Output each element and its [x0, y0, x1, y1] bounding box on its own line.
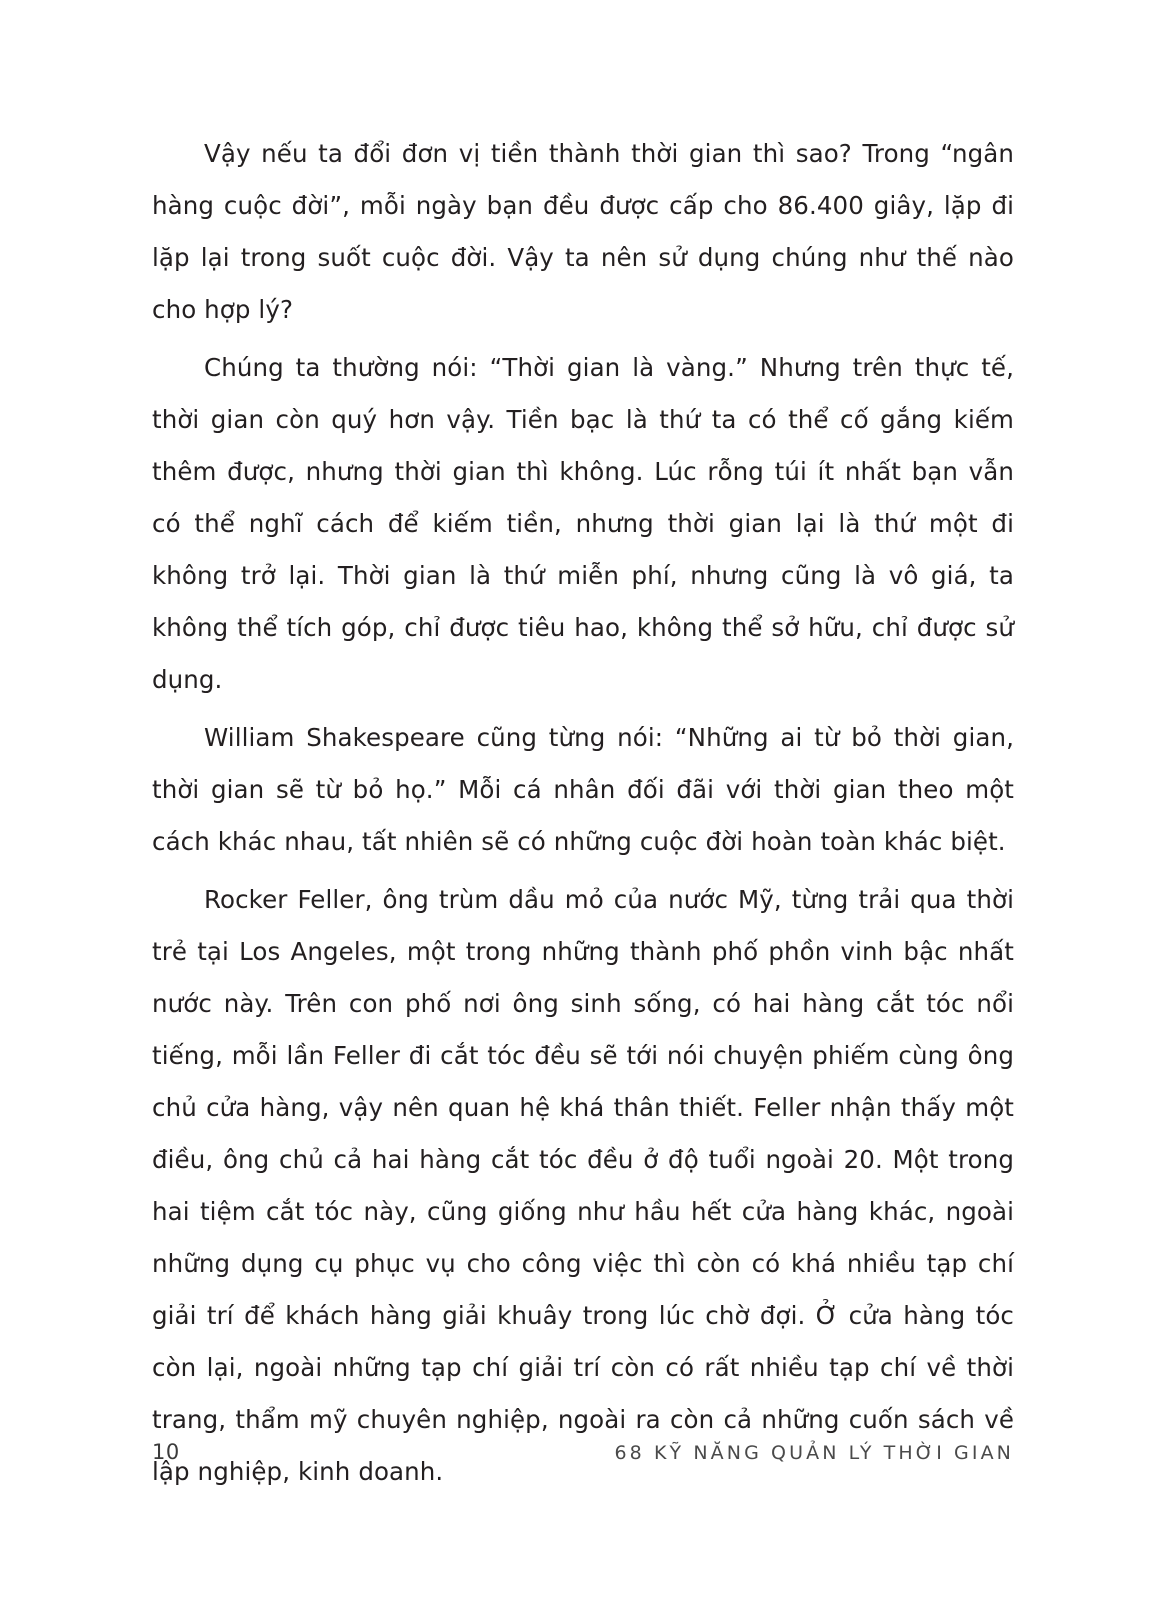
paragraph: William Shakespeare cũng từng nói: “Những ai từ bỏ thời gian, thời gian sẽ từ bỏ họ.” Mỗi cá nhân đối đãi với thời gian theo một cách khác nhau, tất nhiên sẽ có những cuộc đời hoàn toàn khác biệt.	[152, 723, 1014, 856]
page-body-text	[152, 128, 1014, 1498]
paragraph: Rocker Feller, ông trùm dầu mỏ của nước Mỹ, từng trải qua thời trẻ tại Los Angeles, một trong những thành phố phồn vinh bậc nhất nước này. Trên con phố nơi ông sinh sống, có hai hàng cắt tóc nổi tiếng, mỗi lần Feller đi cắt tóc đều sẽ tới nói chuyện phiếm cùng ông chủ cửa hàng, vậy nên quan hệ khá thân thiết. Feller nhận thấy một điều, ông chủ cả hai hàng cắt tóc đều ở độ tuổi ngoài 20. Một trong hai tiệm cắt tóc này, cũng giống như hầu hết cửa hàng khác, ngoài những dụng cụ phục vụ cho công việc thì còn có khá nhiều tạp chí giải trí để khách hàng giải khuây trong lúc chờ đợi. Ở cửa hàng tóc còn lại, ngoài những tạp chí giải trí còn có rất nhiều tạp chí về thời trang, thẩm mỹ chuyên nghiệp, ngoài ra còn cả những cuốn sách về lập nghiệp, kinh doanh.	[152, 885, 1014, 1486]
book-title: 68 KỸ NĂNG QUẢN LÝ THỜI GIAN	[614, 1442, 1014, 1464]
paragraph: Vậy nếu ta đổi đơn vị tiền thành thời gian thì sao? Trong “ngân hàng cuộc đời”, mỗi ngày bạn đều được cấp cho 86.400 giây, lặp đi lặp lại trong suốt cuộc đời. Vậy ta nên sử dụng chúng như thế nào cho hợp lý?	[152, 139, 1014, 324]
page-number: 10	[152, 1440, 180, 1464]
page-footer	[152, 1440, 1014, 1480]
paragraph: Chúng ta thường nói: “Thời gian là vàng.” Nhưng trên thực tế, thời gian còn quý hơn vậy. Tiền bạc là thứ ta có thể cố gắng kiếm thêm được, nhưng thời gian thì không. Lúc rỗng túi ít nhất bạn vẫn có thể nghĩ cách để kiếm tiền, nhưng thời gian lại là thứ một đi không trở lại. Thời gian là thứ miễn phí, nhưng cũng là vô giá, ta không thể tích góp, chỉ được tiêu hao, không thể sở hữu, chỉ được sử dụng.	[152, 353, 1014, 694]
